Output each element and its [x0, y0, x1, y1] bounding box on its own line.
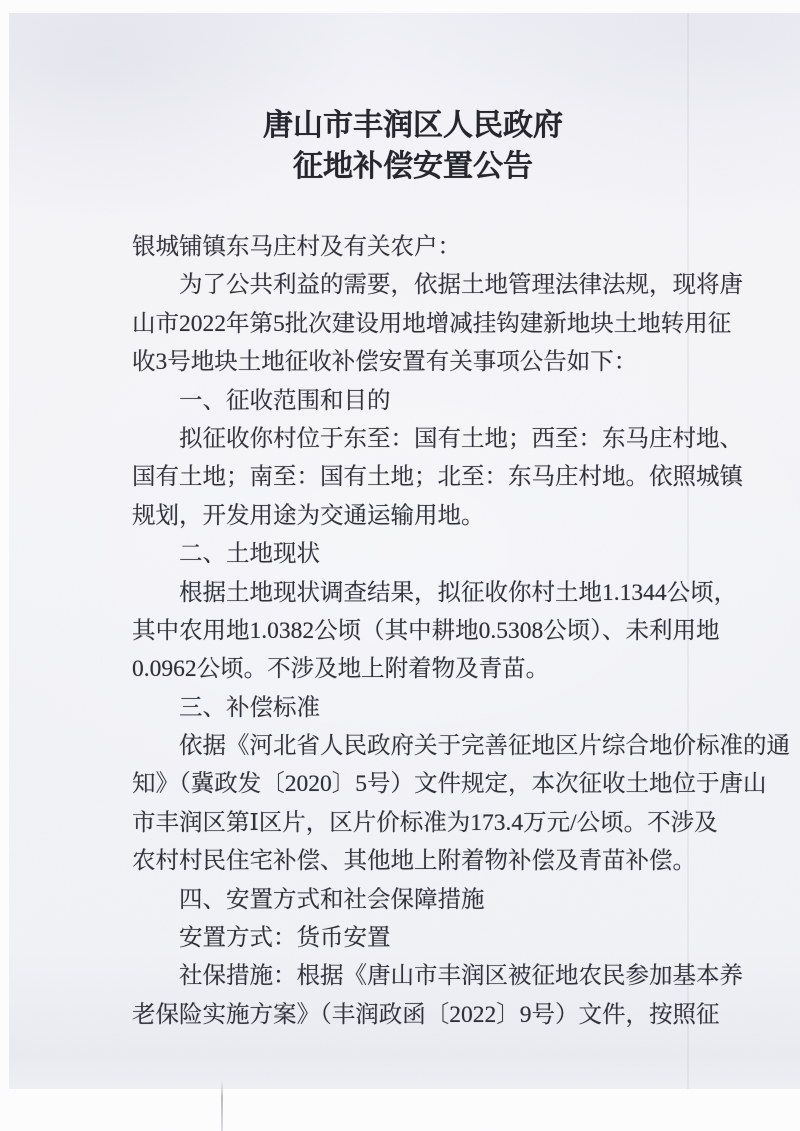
document-section-heading: 四、安置方式和社会保障措施 [179, 886, 485, 913]
document-line: 老保险实施方案》（丰润政函〔2022〕9号）文件，按照征 [132, 1001, 720, 1028]
document-section-heading: 一、征收范围和目的 [179, 387, 391, 414]
scan-artifact-fold-line [221, 1080, 223, 1131]
document-line: 规划，开发用途为交通运输用地。 [132, 502, 485, 529]
document-page [9, 13, 800, 1089]
document-line: 市丰润区第Ⅰ区片，区片价标准为173.4万元/公顷。不涉及 [132, 809, 718, 836]
document-line: 山市2022年第5批次建设用地增减挂钩建新地块土地转用征 [132, 310, 732, 337]
document-line: 其中农用地1.0382公顷（其中耕地0.5308公顷）、未利用地 [132, 617, 720, 644]
document-line: 根据土地现状调查结果，拟征收你村土地1.1344公顷， [179, 579, 738, 606]
document-section-heading: 三、补偿标准 [179, 694, 320, 721]
document-line: 为了公共利益的需要，依据土地管理法律法规，现将唐 [179, 272, 743, 299]
document-body [132, 228, 790, 1034]
document-line: 拟征收你村位于东至：国有土地；西至：东马庄村地、 [179, 425, 743, 452]
document-title [127, 105, 699, 187]
document-line: 安置方式：货币安置 [179, 925, 391, 952]
document-line: 社保措施：根据《唐山市丰润区被征地农民参加基本养 [179, 963, 743, 990]
document-section-heading: 二、土地现状 [179, 541, 320, 568]
document-line: 国有土地；南至：国有土地；北至：东马庄村地。依照城镇 [132, 464, 743, 491]
document-title-line-1: 唐山市丰润区人民政府 [263, 109, 563, 142]
document-line: 收3号地块土地征收补偿安置有关事项公告如下： [132, 349, 638, 376]
document-line: 农村村民住宅补偿、其他地上附着物补偿及青苗补偿。 [132, 848, 696, 875]
document-title-line-2: 征地补偿安置公告 [293, 150, 533, 183]
document-line: 0.0962公顷。不涉及地上附着物及青苗。 [132, 656, 550, 683]
document-line: 知》（冀政发〔2020〕5号）文件规定，本次征收土地位于唐山 [132, 771, 767, 798]
document-line: 银城铺镇东马庄村及有关农户： [132, 234, 461, 260]
document-line: 依据《河北省人民政府关于完善征地区片综合地价标准的通 [179, 733, 790, 760]
